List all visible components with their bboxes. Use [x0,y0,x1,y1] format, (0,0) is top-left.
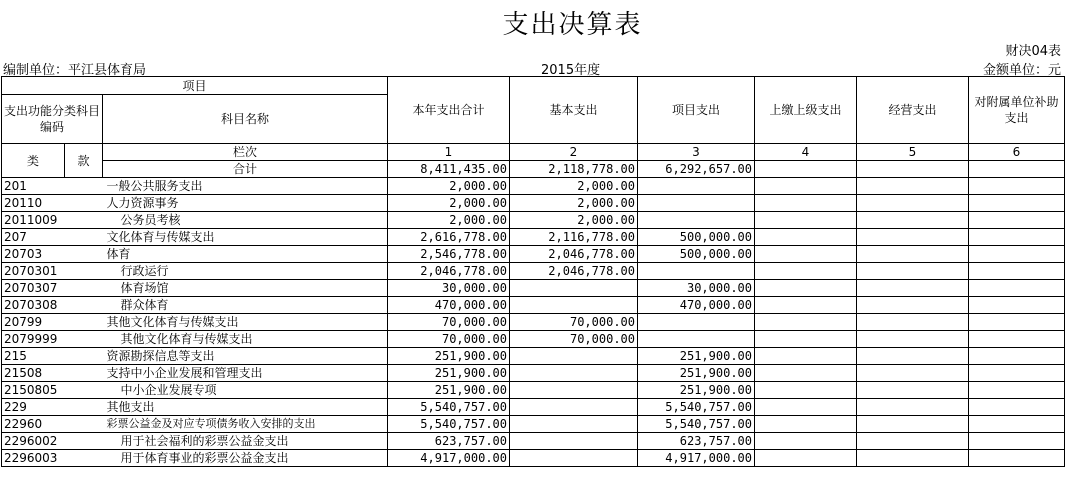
amount-cell: 4,917,000.00 [638,450,755,467]
total-cell: 8,411,435.00 [388,161,510,178]
function-code: 2070307 [2,280,103,297]
amount-cell: 251,900.00 [388,348,510,365]
function-code: 22960 [2,416,103,433]
amount-cell: 30,000.00 [388,280,510,297]
amount-cell: 470,000.00 [638,297,755,314]
total-cell [755,161,857,178]
amount-cell [857,280,969,297]
col-index: 2 [510,144,638,161]
table-row [2,280,1065,297]
table-row [2,195,1065,212]
amount-cell [969,212,1065,229]
amount-cell [638,314,755,331]
amount-cell [755,399,857,416]
amount-cell [510,433,638,450]
amount-cell [638,263,755,280]
amount-cell [755,280,857,297]
amount-cell [510,382,638,399]
amount-cell: 2,000.00 [388,195,510,212]
amount-cell [510,416,638,433]
amount-cell [755,195,857,212]
amount-cell: 2,000.00 [388,178,510,195]
amount-cell [510,297,638,314]
amount-cell: 2,546,778.00 [388,246,510,263]
amount-cell: 2,000.00 [510,212,638,229]
header-subsidy: 对附属单位补助支出 [969,77,1065,144]
amount-cell: 70,000.00 [388,314,510,331]
amount-cell [969,382,1065,399]
table-row [2,399,1065,416]
subject-name: 公务员考核 [103,212,388,229]
amount-cell [638,331,755,348]
amount-cell [969,297,1065,314]
amount-cell [755,212,857,229]
subject-name: 资源勘探信息等支出 [103,348,388,365]
function-code: 20703 [2,246,103,263]
amount-cell [857,212,969,229]
amount-cell: 251,900.00 [388,382,510,399]
amount-cell: 500,000.00 [638,246,755,263]
function-code: 215 [2,348,103,365]
header-kuan: 款 [65,144,103,178]
subject-name: 其他文化体育与传媒支出 [103,314,388,331]
table-row [2,246,1065,263]
function-code: 2296003 [2,450,103,467]
header-lei: 类 [2,144,65,178]
col-index: 6 [969,144,1065,161]
amount-cell [857,297,969,314]
function-code: 2150805 [2,382,103,399]
amount-cell [755,382,857,399]
amount-cell [857,382,969,399]
subject-name: 支持中小企业发展和管理支出 [103,365,388,382]
amount-cell [969,331,1065,348]
amount-cell: 251,900.00 [638,365,755,382]
amount-cell: 30,000.00 [638,280,755,297]
table-row [2,263,1065,280]
table-row [2,229,1065,246]
amount-cell [510,365,638,382]
amount-cell: 251,900.00 [638,348,755,365]
amount-cell [969,263,1065,280]
amount-cell: 5,540,757.00 [388,416,510,433]
header-remit: 上缴上级支出 [755,77,857,144]
amount-cell [969,416,1065,433]
table-row [2,365,1065,382]
amount-cell [755,416,857,433]
amount-cell [755,450,857,467]
subject-name: 其他文化体育与传媒支出 [103,331,388,348]
table-row [2,297,1065,314]
subject-name: 体育 [103,246,388,263]
amount-cell [857,348,969,365]
amount-cell: 2,000.00 [510,178,638,195]
amount-cell [969,365,1065,382]
amount-cell: 70,000.00 [510,331,638,348]
amount-cell [969,348,1065,365]
amount-cell [755,314,857,331]
header-item: 项目 [2,77,388,95]
amount-cell: 4,917,000.00 [388,450,510,467]
amount-cell [969,178,1065,195]
function-code: 2070308 [2,297,103,314]
total-cell [969,161,1065,178]
amount-cell [969,280,1065,297]
amount-cell [857,433,969,450]
col-index: 5 [857,144,969,161]
subject-name: 中小企业发展专项 [103,382,388,399]
amount-cell [755,229,857,246]
amount-cell [510,348,638,365]
function-code: 2296002 [2,433,103,450]
header-total: 本年支出合计 [388,77,510,144]
header-func-code: 支出功能分类科目编码 [2,95,103,144]
currency-unit: 金额单位：元 [982,63,1061,78]
function-code: 2079999 [2,331,103,348]
amount-cell [969,433,1065,450]
amount-cell [857,399,969,416]
function-code: 21508 [2,365,103,382]
amount-cell [857,450,969,467]
table-row [2,331,1065,348]
amount-cell [755,263,857,280]
function-code: 20110 [2,195,103,212]
header-lanci: 栏次 [103,144,388,161]
subject-name: 行政运行 [103,263,388,280]
col-index: 1 [388,144,510,161]
col-index: 4 [755,144,857,161]
amount-cell: 623,757.00 [388,433,510,450]
amount-cell [857,178,969,195]
amount-cell [638,195,755,212]
amount-cell: 5,540,757.00 [638,399,755,416]
subject-name: 一般公共服务支出 [103,178,388,195]
amount-cell: 5,540,757.00 [638,416,755,433]
amount-cell [510,450,638,467]
header-subject-name: 科目名称 [103,95,388,144]
total-cell: 6,292,657.00 [638,161,755,178]
amount-cell: 2,046,778.00 [510,246,638,263]
amount-cell: 2,046,778.00 [510,263,638,280]
table-row [2,382,1065,399]
amount-cell [969,399,1065,416]
header-project: 项目支出 [638,77,755,144]
amount-cell [969,229,1065,246]
header-heji: 合计 [103,161,388,178]
amount-cell: 2,116,778.00 [510,229,638,246]
amount-cell: 251,900.00 [638,382,755,399]
total-cell: 2,118,778.00 [510,161,638,178]
subject-name: 文化体育与传媒支出 [103,229,388,246]
report-title: 支出决算表 [502,10,643,40]
subject-name: 体育场馆 [103,280,388,297]
table-row [2,416,1065,433]
expenditure-table [1,76,1065,467]
amount-cell [510,399,638,416]
table-row [2,178,1065,195]
amount-cell [638,212,755,229]
amount-cell [857,195,969,212]
function-code: 229 [2,399,103,416]
amount-cell [857,365,969,382]
table-row [2,314,1065,331]
subject-name: 其他支出 [103,399,388,416]
function-code: 201 [2,178,103,195]
subject-name: 用于社会福利的彩票公益金支出 [103,433,388,450]
header-business: 经营支出 [857,77,969,144]
amount-cell [755,433,857,450]
amount-cell [755,348,857,365]
function-code: 20799 [2,314,103,331]
amount-cell [755,331,857,348]
amount-cell [510,280,638,297]
reporting-unit: 编制单位：平江县体育局 [3,63,147,78]
total-cell [857,161,969,178]
table-row [2,433,1065,450]
amount-cell: 2,000.00 [388,212,510,229]
function-code: 2011009 [2,212,103,229]
amount-cell [857,263,969,280]
table-row [2,212,1065,229]
amount-cell [755,178,857,195]
amount-cell [857,331,969,348]
amount-cell [755,246,857,263]
table-row [2,348,1065,365]
amount-cell: 2,046,778.00 [388,263,510,280]
header-basic: 基本支出 [510,77,638,144]
form-code: 财决04表 [1005,44,1061,59]
amount-cell: 70,000.00 [388,331,510,348]
amount-cell: 2,616,778.00 [388,229,510,246]
amount-cell [969,314,1065,331]
amount-cell: 5,540,757.00 [388,399,510,416]
fiscal-year: 2015年度 [541,63,601,78]
amount-cell [969,246,1065,263]
amount-cell [857,416,969,433]
subject-name: 用于体育事业的彩票公益金支出 [103,450,388,467]
amount-cell: 251,900.00 [388,365,510,382]
subject-name: 人力资源事务 [103,195,388,212]
table-row [2,450,1065,467]
subject-name: 群众体育 [103,297,388,314]
amount-cell: 470,000.00 [388,297,510,314]
amount-cell [969,195,1065,212]
col-index: 3 [638,144,755,161]
amount-cell [969,450,1065,467]
amount-cell [857,246,969,263]
subject-name: 彩票公益金及对应专项债务收入安排的支出 [103,416,388,433]
amount-cell [857,314,969,331]
amount-cell: 623,757.00 [638,433,755,450]
function-code: 2070301 [2,263,103,280]
function-code: 207 [2,229,103,246]
amount-cell: 70,000.00 [510,314,638,331]
amount-cell [857,229,969,246]
amount-cell: 500,000.00 [638,229,755,246]
amount-cell [755,297,857,314]
amount-cell [755,365,857,382]
amount-cell: 2,000.00 [510,195,638,212]
amount-cell [638,178,755,195]
